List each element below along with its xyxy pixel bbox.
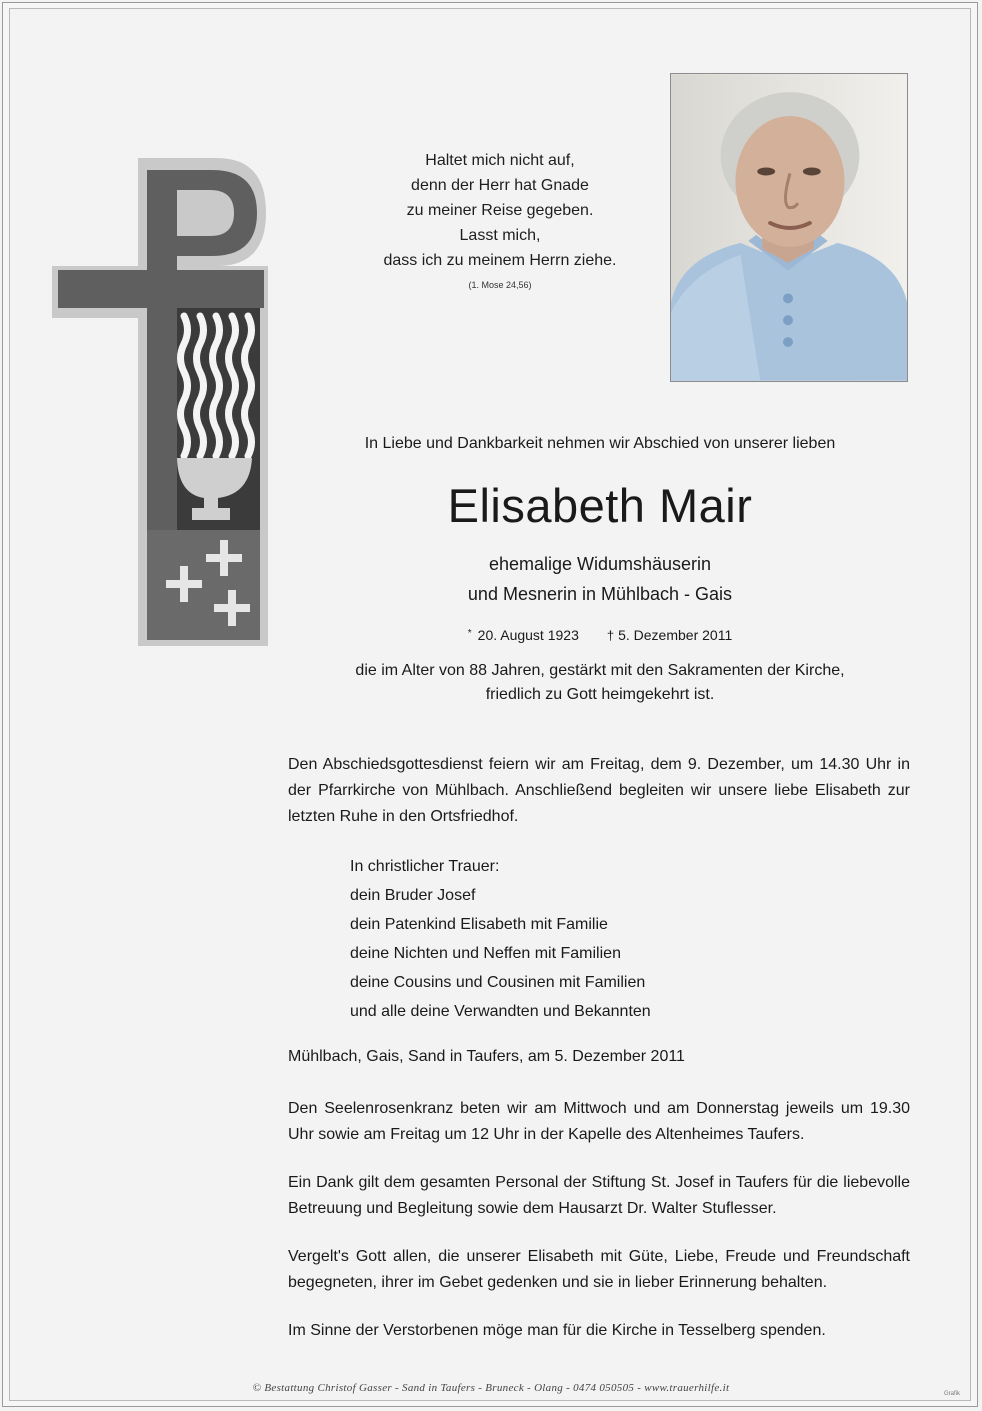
- funeral-service-paragraph: Den Abschiedsgottesdienst feiern wir am Freitag, dem 9. Dezember, um 14.30 Uhr in der Pfarrkirche von Mühlbach. Anschließend begleiten wir unsere liebe Elisabeth zur letzten Ruhe in den Ortsfriedhof.: [288, 756, 910, 825]
- mourner-item: deine Cousins und Cousinen mit Familien: [350, 974, 646, 991]
- quote-line: Haltet mich nicht auf,: [425, 152, 575, 169]
- birth-star-icon: *: [467, 628, 472, 639]
- age-line: friedlich zu Gott heimgekehrt ist.: [485, 686, 715, 703]
- age-statement: [300, 659, 900, 707]
- donation-note: Im Sinne der Verstorbenen möge man für die Kirche in Tesselberg spenden.: [288, 1322, 826, 1339]
- quote-line: Lasst mich,: [459, 227, 541, 244]
- quote-line: dass ich zu meinem Herrn ziehe.: [383, 252, 617, 269]
- quote-reference: (1. Mose 24,56): [468, 280, 532, 290]
- chi-rho-cross-symbol: [52, 158, 270, 646]
- quote-line: zu meiner Reise gegeben.: [406, 202, 594, 219]
- mourners-list: [350, 852, 890, 1026]
- mourner-item: deine Nichten und Neffen mit Familien: [350, 945, 621, 962]
- mourner-item: dein Patenkind Elisabeth mit Familie: [350, 916, 608, 933]
- deceased-description: [300, 549, 900, 609]
- death-date: 5. Dezember 2011: [618, 627, 733, 643]
- description-line: und Mesnerin in Mühlbach - Gais: [467, 584, 733, 604]
- corner-tag: Grafik: [944, 1391, 961, 1397]
- bible-quote: [330, 148, 670, 293]
- farewell-intro: In Liebe und Dankbarkeit nehmen wir Abschied von unserer lieben: [364, 435, 836, 452]
- quote-line: denn der Herr hat Gnade: [411, 177, 589, 194]
- rosary-paragraph: Den Seelenrosenkranz beten wir am Mittwoch und am Donnerstag jeweils um 19.30 Uhr sowie am Freitag um 12 Uhr in der Kapelle des Altenheimes Taufers.: [288, 1100, 910, 1143]
- age-line: die im Alter von 88 Jahren, gestärkt mit den Sakramenten der Kirche,: [355, 662, 845, 679]
- thanks-paragraph: Ein Dank gilt dem gesamten Personal der Stiftung St. Josef in Taufers für die liebevolle Betreuung und Begleitung sowie dem Hausarzt Dr. Walter Stuflesser.: [288, 1174, 910, 1217]
- gratitude-paragraph: Vergelt's Gott allen, die unserer Elisabeth mit Güte, Liebe, Freude und Freundschaft begegneten, ihrer im Gebet gedenken und sie in lieber Erinnerung behalten.: [288, 1248, 910, 1291]
- life-dates: [300, 623, 900, 647]
- birth-date: 20. August 1923: [477, 627, 579, 643]
- deceased-name: Elisabeth Mair: [447, 479, 753, 532]
- place-and-date: Mühlbach, Gais, Sand in Taufers, am 5. Dezember 2011: [288, 1048, 685, 1065]
- description-line: ehemalige Widumshäuserin: [488, 554, 712, 574]
- mourner-item: dein Bruder Josef: [350, 887, 476, 904]
- portrait-photo: [670, 73, 908, 382]
- death-cross-icon: †: [606, 628, 615, 643]
- funeral-home-footer: © Bestattung Christof Gasser - Sand in Taufers - Bruneck - Olang - 0474 050505 - www.trauerhilfe.it: [252, 1382, 730, 1394]
- mourner-item: und alle deine Verwandten und Bekannten: [350, 1003, 651, 1020]
- mourners-heading: In christlicher Trauer:: [350, 858, 500, 875]
